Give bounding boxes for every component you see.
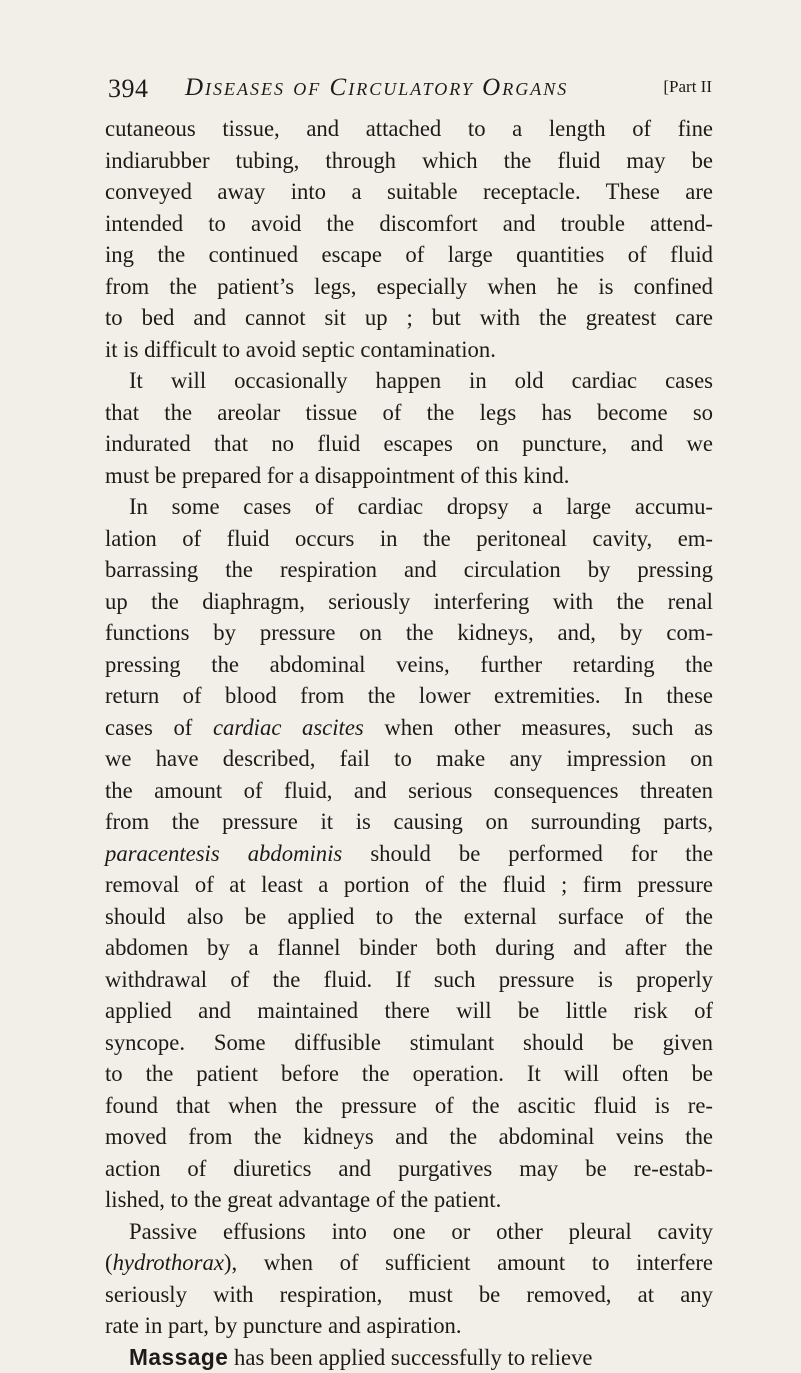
- text-line: withdrawal of the fluid. If such pressure is properly: [105, 964, 713, 996]
- text-line: Massage has been applied successfully to relieve: [105, 1342, 713, 1373]
- text-line: cases of cardiac ascites when other measures, such as: [105, 712, 713, 744]
- running-title: Diseases of Circulatory Organs: [185, 74, 568, 102]
- text-line: indurated that no fluid escapes on puncture, and we: [105, 428, 713, 460]
- text-line: removal of at least a portion of the fluid ; firm pressure: [105, 869, 713, 901]
- text-line: syncope. Some diffusible stimulant should be given: [105, 1027, 713, 1059]
- section-keyword: Massage: [129, 1344, 228, 1370]
- text-line: must be prepared for a disappointment of this kind.: [105, 460, 713, 492]
- text-line: lished, to the great advantage of the patient.: [105, 1184, 713, 1216]
- text-line: barrassing the respiration and circulation by pressing: [105, 554, 713, 586]
- paragraph: [105, 365, 713, 491]
- text-line: seriously with respiration, must be removed, at any: [105, 1279, 713, 1311]
- body-text: [105, 113, 713, 1373]
- text-line: that the areolar tissue of the legs has become so: [105, 397, 713, 429]
- paragraph: [105, 1216, 713, 1342]
- text-line: applied and maintained there will be little risk of: [105, 995, 713, 1027]
- italic-term: hydrothorax: [113, 1250, 224, 1275]
- text-line: rate in part, by puncture and aspiration.: [105, 1310, 713, 1342]
- text-line: functions by pressure on the kidneys, and, by com-: [105, 617, 713, 649]
- text-line: to the patient before the operation. It will often be: [105, 1058, 713, 1090]
- text-line: return of blood from the lower extremities. In these: [105, 680, 713, 712]
- text-line: up the diaphragm, seriously interfering with the renal: [105, 586, 713, 618]
- paragraph: [105, 113, 713, 365]
- italic-term: cardiac ascites: [213, 715, 364, 740]
- text-line: pressing the abdominal veins, further retarding the: [105, 649, 713, 681]
- text-line: paracentesis abdominis should be performed for the: [105, 838, 713, 870]
- text-line: conveyed away into a suitable receptacle. These are: [105, 176, 713, 208]
- text-line: from the patient’s legs, especially when he is confined: [105, 271, 713, 303]
- italic-term: paracentesis abdominis: [105, 841, 342, 866]
- text-line: lation of fluid occurs in the peritoneal cavity, em-: [105, 523, 713, 555]
- text-line: to bed and cannot sit up ; but with the greatest care: [105, 302, 713, 334]
- text-line: cutaneous tissue, and attached to a length of fine: [105, 113, 713, 145]
- text-line: abdomen by a flannel binder both during and after the: [105, 932, 713, 964]
- text-line: from the pressure it is causing on surrounding parts,: [105, 806, 713, 838]
- text-line: found that when the pressure of the ascitic fluid is re-: [105, 1090, 713, 1122]
- paragraph: [105, 1342, 713, 1373]
- text-line: action of diuretics and purgatives may be re-estab-: [105, 1153, 713, 1185]
- text-line: should also be applied to the external surface of the: [105, 901, 713, 933]
- text-line: moved from the kidneys and the abdominal veins the: [105, 1121, 713, 1153]
- text-line: Passive effusions into one or other pleural cavity: [105, 1216, 713, 1248]
- text-line: ing the continued escape of large quantities of fluid: [105, 239, 713, 271]
- part-label: [Part II: [663, 77, 712, 97]
- text-line: In some cases of cardiac dropsy a large accumu-: [105, 491, 713, 523]
- text-line: it is difficult to avoid septic contamination.: [105, 334, 713, 366]
- page-header: [108, 74, 712, 104]
- page-number: 394: [108, 74, 149, 104]
- text-line: It will occasionally happen in old cardiac cases: [105, 365, 713, 397]
- text-line: (hydrothorax), when of sufficient amount to interfere: [105, 1247, 713, 1279]
- text-line: intended to avoid the discomfort and trouble attend-: [105, 208, 713, 240]
- text-line: the amount of fluid, and serious consequences threaten: [105, 775, 713, 807]
- paragraph: [105, 491, 713, 1216]
- text-line: we have described, fail to make any impression on: [105, 743, 713, 775]
- text-line: indiarubber tubing, through which the fluid may be: [105, 145, 713, 177]
